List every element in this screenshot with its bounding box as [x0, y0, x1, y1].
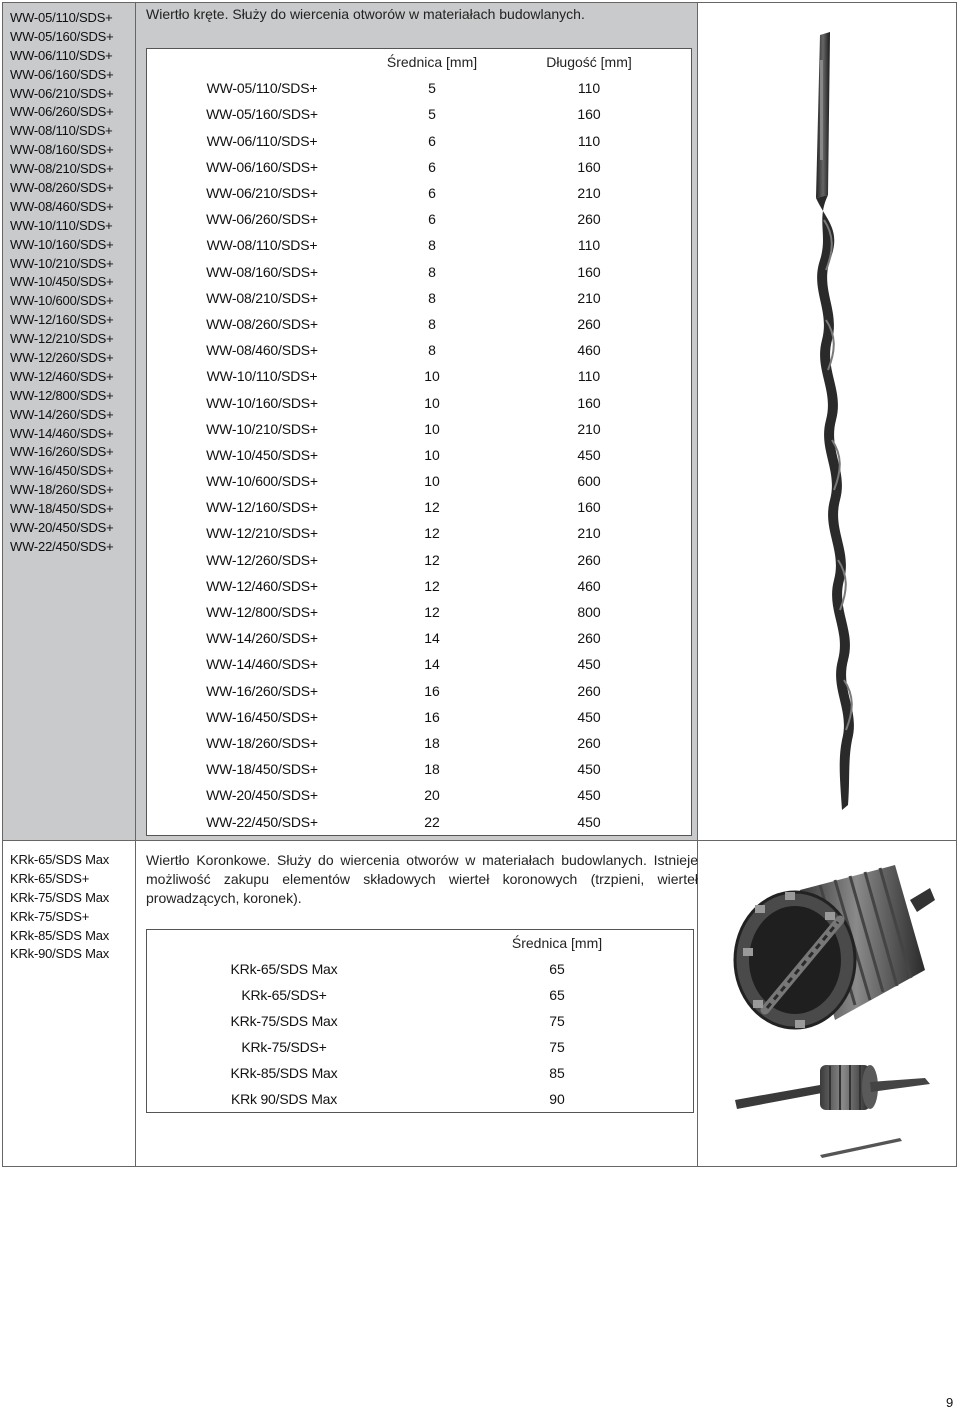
value-cell: 6 [428, 211, 436, 228]
table-row [147, 363, 692, 389]
column-header [147, 930, 422, 957]
value-cell: 20 [424, 787, 440, 804]
column-divider-right [697, 2, 698, 1167]
product-code: WW-10/450/SDS+ [10, 274, 114, 290]
table-row [147, 547, 692, 573]
value-cell: 110 [577, 80, 601, 97]
product-code-cell: WW-06/260/SDS+ [206, 211, 318, 228]
table-row [147, 468, 692, 494]
product-code: WW-10/160/SDS+ [10, 236, 114, 252]
product-code-cell: KRk 90/SDS Max [230, 1091, 338, 1107]
product-code-cell: WW-12/800/SDS+ [206, 604, 318, 621]
table-header-row [147, 930, 694, 957]
product-code: WW-06/260/SDS+ [10, 104, 114, 120]
product-code-list-top [10, 9, 114, 557]
value-cell: 14 [424, 630, 440, 647]
product-code-cell: WW-08/460/SDS+ [206, 342, 318, 359]
product-code: WW-06/110/SDS+ [10, 47, 113, 63]
value-cell: 90 [549, 1091, 565, 1107]
value-cell: 12 [424, 604, 440, 621]
product-code-cell: WW-12/260/SDS+ [206, 551, 318, 568]
product-code: KRk-65/SDS Max [10, 852, 110, 867]
product-code: WW-14/260/SDS+ [10, 406, 114, 422]
value-cell: 260 [577, 682, 601, 699]
spec-table-bottom [146, 929, 694, 1113]
table-row [147, 154, 692, 180]
product-code: KRk-65/SDS+ [10, 870, 90, 886]
table-row [147, 285, 692, 311]
product-code-cell: KRk-75/SDS Max [230, 1013, 338, 1029]
product-code-cell: WW-08/160/SDS+ [206, 263, 318, 280]
value-cell: 260 [577, 211, 601, 228]
value-cell: 85 [549, 1065, 565, 1081]
table-row [147, 1008, 694, 1034]
product-code-cell: WW-08/260/SDS+ [206, 315, 318, 332]
table-row [147, 75, 692, 101]
core-drill-image [725, 860, 950, 1160]
product-code-cell: WW-10/160/SDS+ [206, 394, 318, 411]
value-cell: 160 [577, 106, 601, 123]
section-divider [2, 840, 957, 841]
product-code-cell: WW-14/260/SDS+ [206, 630, 318, 647]
product-code: WW-22/450/SDS+ [10, 538, 114, 554]
value-cell: 10 [424, 394, 440, 411]
value-cell: 210 [577, 289, 601, 306]
product-code: WW-12/160/SDS+ [10, 312, 114, 328]
value-cell: 65 [549, 987, 565, 1003]
table-row [147, 259, 692, 285]
table-row [147, 442, 692, 468]
table-row [147, 651, 692, 677]
product-code-cell: WW-12/160/SDS+ [206, 499, 318, 516]
value-cell: 8 [428, 263, 436, 280]
value-cell: 12 [424, 525, 440, 542]
table-row [147, 599, 692, 625]
product-code: WW-05/160/SDS+ [10, 28, 114, 44]
value-cell: 18 [424, 761, 440, 778]
product-code: WW-08/110/SDS+ [10, 123, 113, 139]
product-code-cell: KRk-75/SDS+ [241, 1039, 327, 1055]
product-code: WW-12/210/SDS+ [10, 331, 114, 347]
product-code: WW-10/600/SDS+ [10, 293, 114, 309]
product-code-cell: KRk-65/SDS+ [241, 987, 327, 1003]
product-code: WW-16/450/SDS+ [10, 463, 114, 479]
product-code: WW-10/210/SDS+ [10, 255, 114, 271]
table-row [147, 982, 694, 1008]
table-row [147, 573, 692, 599]
table-row [147, 311, 692, 337]
value-cell: 75 [549, 1039, 565, 1055]
table-row [147, 206, 692, 232]
table-row [147, 678, 692, 704]
product-code: WW-08/210/SDS+ [10, 161, 114, 177]
product-code: WW-12/800/SDS+ [10, 387, 114, 403]
value-cell: 8 [428, 342, 436, 359]
value-cell: 450 [577, 446, 601, 463]
product-code-cell: WW-16/450/SDS+ [206, 708, 318, 725]
column-header: Długość [mm] [546, 54, 632, 71]
value-cell: 450 [577, 813, 601, 830]
table-row [147, 1034, 694, 1060]
column-divider-left [135, 2, 136, 1167]
value-cell: 160 [577, 394, 601, 411]
table-row [147, 416, 692, 442]
product-code-cell: WW-05/110/SDS+ [206, 80, 318, 97]
table-row [147, 389, 692, 415]
table-row [147, 520, 692, 546]
value-cell: 450 [577, 708, 601, 725]
product-code: KRk-90/SDS Max [10, 946, 110, 962]
value-cell: 12 [424, 577, 440, 594]
column-header [147, 49, 378, 76]
value-cell: 10 [424, 446, 440, 463]
value-cell: 260 [577, 315, 601, 332]
table-header-row [147, 49, 692, 76]
page-number: 9 [946, 1395, 954, 1410]
product-code-cell: WW-05/160/SDS+ [206, 106, 318, 123]
value-cell: 75 [549, 1013, 565, 1029]
value-cell: 6 [428, 132, 436, 149]
table-row [147, 337, 692, 363]
table-row [147, 128, 692, 154]
table-row [147, 782, 692, 808]
product-code-cell: WW-06/160/SDS+ [206, 158, 318, 175]
value-cell: 160 [577, 499, 601, 516]
value-cell: 110 [577, 132, 601, 149]
value-cell: 6 [428, 158, 436, 175]
product-code-cell: KRk-85/SDS Max [230, 1065, 338, 1081]
product-code: WW-12/460/SDS+ [10, 368, 114, 384]
value-cell: 600 [577, 473, 601, 490]
product-code-cell: WW-22/450/SDS+ [206, 813, 318, 830]
product-code: KRk-85/SDS Max [10, 927, 110, 943]
value-cell: 460 [577, 577, 601, 594]
value-cell: 12 [424, 551, 440, 568]
value-cell: 450 [577, 656, 601, 673]
value-cell: 12 [424, 499, 440, 516]
product-code-cell: WW-18/450/SDS+ [206, 761, 318, 778]
product-code-cell: WW-14/460/SDS+ [206, 656, 318, 673]
product-code: WW-08/460/SDS+ [10, 198, 114, 214]
product-code-cell: WW-10/110/SDS+ [206, 368, 318, 385]
product-code: WW-14/460/SDS+ [10, 425, 114, 441]
product-code: WW-08/160/SDS+ [10, 142, 114, 158]
value-cell: 450 [577, 761, 601, 778]
product-code-cell: WW-20/450/SDS+ [206, 787, 318, 804]
value-cell: 210 [577, 420, 601, 437]
table-row [147, 625, 692, 651]
product-code: KRk-75/SDS Max [10, 889, 110, 905]
table-row [147, 232, 692, 258]
value-cell: 110 [577, 237, 601, 254]
table-row [147, 956, 694, 982]
product-code-cell: WW-12/460/SDS+ [206, 577, 318, 594]
table-row [147, 1086, 694, 1113]
product-code: WW-05/110/SDS+ [10, 10, 113, 25]
value-cell: 18 [424, 734, 440, 751]
value-cell: 260 [577, 630, 601, 647]
product-description-bottom: Wiertło Koronkowe. Służy do wiercenia otworów w materiałach budowlanych. Istnieje możliwość zakupu elementów składowych wierteł koronowych (trzpieni, wierteł prowadzących, koronek). [146, 852, 698, 906]
product-code: WW-18/260/SDS+ [10, 482, 114, 498]
value-cell: 10 [424, 420, 440, 437]
value-cell: 260 [577, 734, 601, 751]
value-cell: 10 [424, 368, 440, 385]
product-code: WW-18/450/SDS+ [10, 501, 114, 517]
value-cell: 800 [577, 604, 601, 621]
value-cell: 460 [577, 342, 601, 359]
product-code-cell: WW-06/110/SDS+ [206, 132, 318, 149]
value-cell: 5 [428, 80, 436, 97]
column-header: Średnica [mm] [511, 935, 603, 951]
value-cell: 210 [577, 525, 601, 542]
value-cell: 65 [549, 961, 565, 977]
product-code: WW-12/260/SDS+ [10, 350, 114, 366]
table-row [147, 704, 692, 730]
product-code-cell: WW-10/450/SDS+ [206, 446, 318, 463]
value-cell: 160 [577, 158, 601, 175]
product-code: WW-06/160/SDS+ [10, 66, 114, 82]
column-header: Średnica [mm] [386, 54, 478, 71]
product-code-cell: WW-06/210/SDS+ [206, 185, 318, 202]
product-code-cell: WW-08/210/SDS+ [206, 289, 318, 306]
product-code-cell: WW-16/260/SDS+ [206, 682, 318, 699]
value-cell: 10 [424, 473, 440, 490]
spec-table-top [146, 48, 692, 836]
value-cell: 450 [577, 787, 601, 804]
value-cell: 16 [424, 682, 440, 699]
value-cell: 110 [577, 368, 601, 385]
table-row [147, 101, 692, 127]
product-code-cell: WW-18/260/SDS+ [206, 734, 318, 751]
product-code: KRk-75/SDS+ [10, 908, 90, 924]
product-code-cell: WW-10/210/SDS+ [206, 420, 318, 437]
product-code-list-bottom [10, 851, 109, 964]
table-row [147, 730, 692, 756]
product-code-cell: WW-10/600/SDS+ [206, 473, 318, 490]
value-cell: 8 [428, 237, 436, 254]
product-code: WW-06/210/SDS+ [10, 85, 114, 101]
product-code: WW-08/260/SDS+ [10, 180, 114, 196]
value-cell: 16 [424, 708, 440, 725]
product-code: WW-10/110/SDS+ [10, 217, 113, 233]
twist-drill-image [790, 20, 910, 820]
product-code-cell: WW-12/210/SDS+ [206, 525, 318, 542]
table-row [147, 494, 692, 520]
product-code-cell: KRk-65/SDS Max [230, 961, 338, 977]
product-code-cell: WW-08/110/SDS+ [206, 237, 318, 254]
table-row [147, 808, 692, 835]
product-code: WW-16/260/SDS+ [10, 444, 114, 460]
table-row [147, 180, 692, 206]
value-cell: 6 [428, 185, 436, 202]
value-cell: 210 [577, 185, 601, 202]
value-cell: 8 [428, 315, 436, 332]
value-cell: 160 [577, 263, 601, 280]
value-cell: 14 [424, 656, 440, 673]
table-row [147, 1060, 694, 1086]
product-description-top: Wiertło kręte. Służy do wiercenia otworów w materiałach budowlanych. [146, 6, 585, 22]
value-cell: 8 [428, 289, 436, 306]
table-row [147, 756, 692, 782]
value-cell: 260 [577, 551, 601, 568]
value-cell: 5 [428, 106, 436, 123]
product-code: WW-20/450/SDS+ [10, 520, 114, 536]
value-cell: 22 [424, 813, 440, 830]
